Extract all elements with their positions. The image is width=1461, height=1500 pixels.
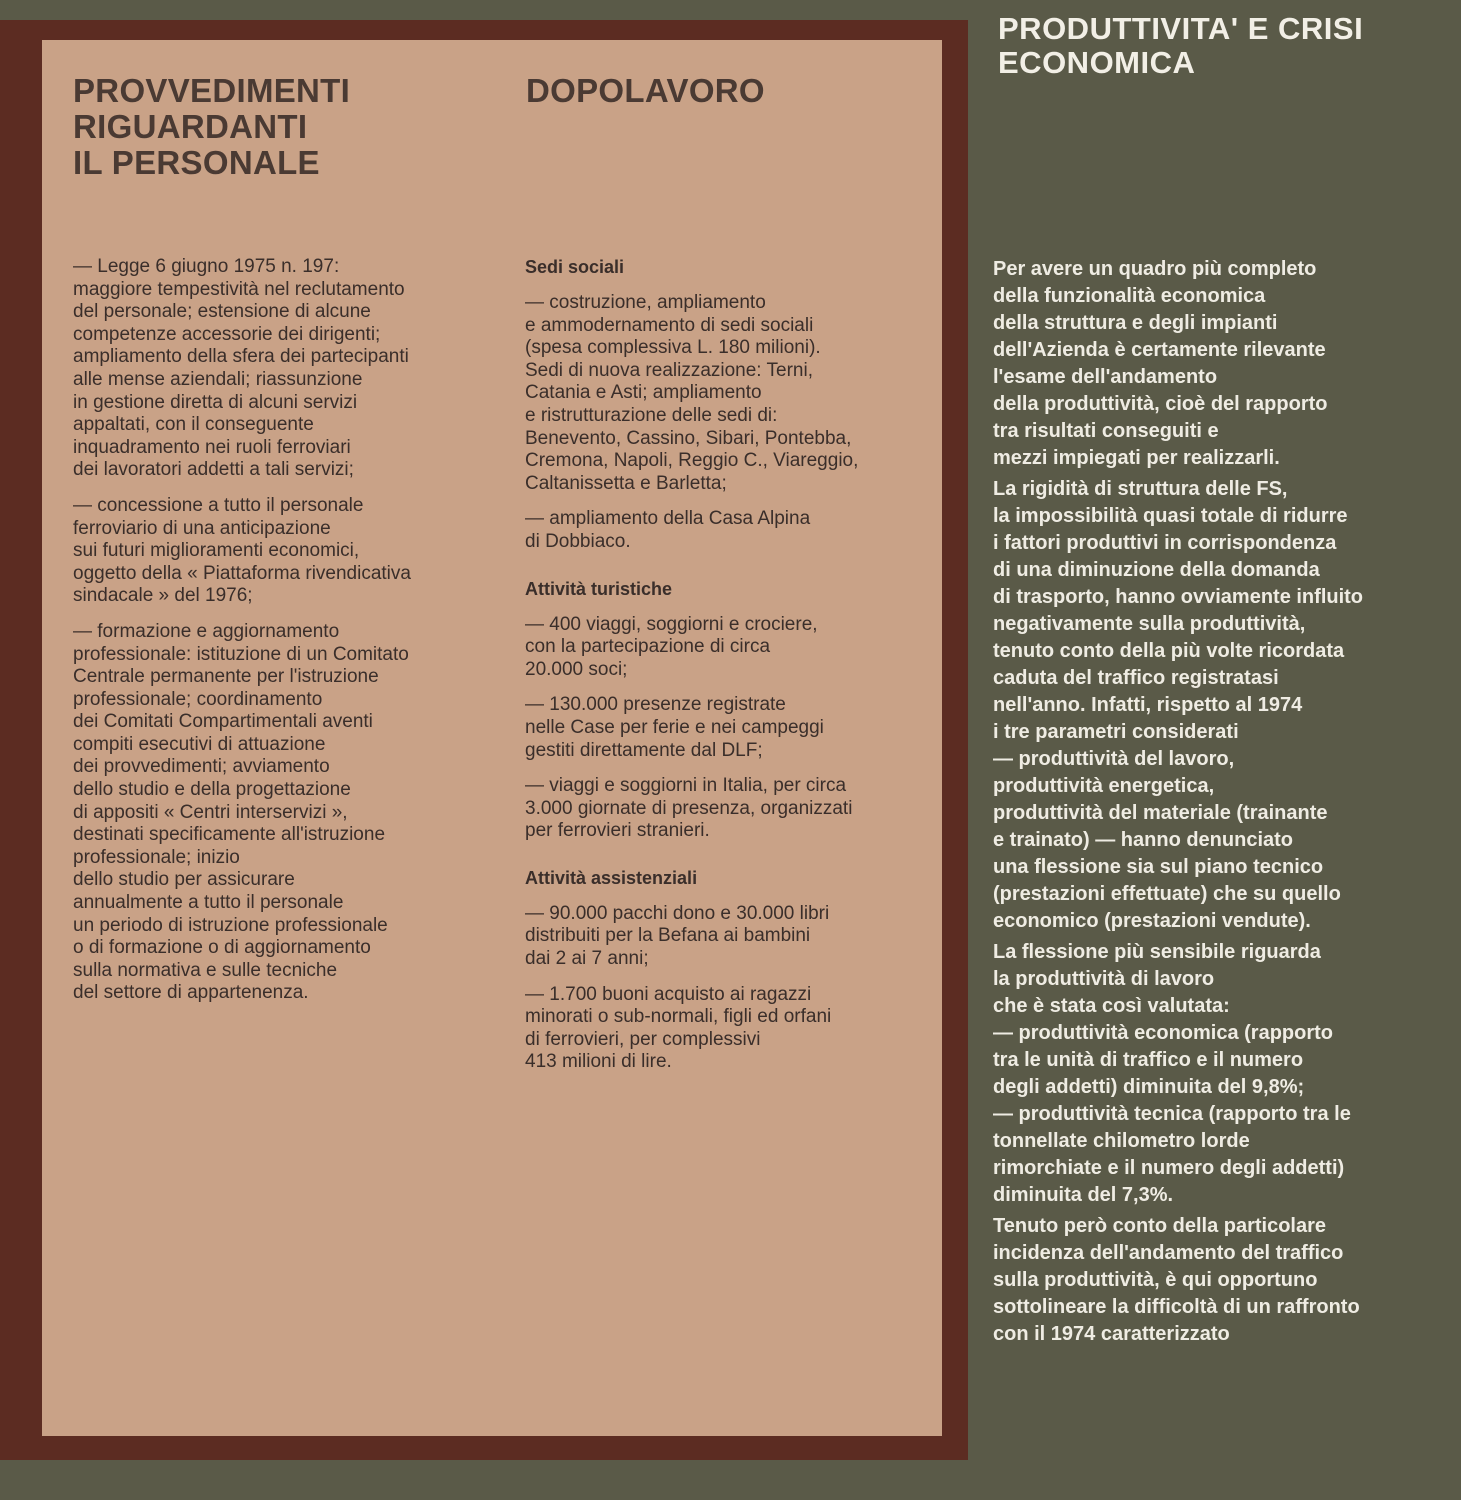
column-produttivita — [993, 256, 1453, 1352]
paragraph-buoni-acquisto: — 1.700 buoni acquisto ai ragazzi minorati o sub-normali, figli ed orfani di ferrovieri, per complessivi 413 milioni di lire. — [525, 983, 832, 1073]
column-provvedimenti — [73, 256, 493, 1018]
paragraph-concessione: — concessione a tutto il personale ferroviario di una anticipazione sui futuri miglioramenti economici, oggetto della « Piattaforma rivendicativa sindacale » del 1976; — [73, 494, 411, 607]
paragraph-soggiorni-italia: — viaggi e soggiorni in Italia, per circa 3.000 giornate di presenza, organizzati per ferrovieri stranieri. — [525, 775, 853, 842]
paragraph-legge: — Legge 6 giugno 1975 n. 197: maggiore tempestività nel reclutamento del personale; estensione di alcune competenze accessorie dei dirigenti; ampliamento della sfera dei partecipanti alle mense aziendali; riassunzione in gestione diretta di alcuni servizi appaltati, con il conseguente inquadramento nei ruoli ferroviari dei lavoratori addetti a tali servizi; — [73, 256, 409, 481]
heading-produttivita: PRODUTTIVITA' E CRISI ECONOMICA — [998, 11, 1364, 80]
section-title-attivita-assistenziali: Attività assistenziali — [525, 867, 698, 888]
paragraph-casa-alpina: — ampliamento della Casa Alpina di Dobbiaco. — [525, 508, 811, 552]
paragraph-rigidita: La rigidità di struttura delle FS, la impossibilità quasi totale di ridurre i fattori produttivi in corrispondenza di una diminuzione della domanda di trasporto, hanno ovviamente influito negativamente sulla produttività, tenuto conto della più volte ricordata caduta del traffico registratasi nell'anno. Infatti, rispetto al 1974 i tre parametri considerati — produttività del lavoro, produttività energetica, produttività del materiale (trainante e trainato) — hanno denunciato una flessione sia sul piano tecnico (prestazioni effettuate) che su quello economico (prestazioni vendute). — [993, 478, 1364, 932]
heading-provvedimenti: PROVVEDIMENTI RIGUARDANTI IL PERSONALE — [73, 72, 351, 181]
section-title-attivita-turistiche: Attività turistiche — [525, 578, 673, 599]
paragraph-presenze: — 130.000 presenze registrate nelle Case per ferie e nei campeggi gestiti direttamente dal DLF; — [525, 694, 824, 761]
paragraph-viaggi: — 400 viaggi, soggiorni e crociere, con la partecipazione di circa 20.000 soci; — [525, 613, 818, 680]
section-title-sedi-sociali: Sedi sociali — [525, 257, 625, 277]
paragraph-tenuto-conto: Tenuto però conto della particolare incidenza dell'andamento del traffico sulla produttività, è qui opportuno sottolineare la difficoltà di un raffronto con il 1974 caratterizzato — [993, 1215, 1360, 1345]
paragraph-flessione: La flessione più sensibile riguarda la produttività di lavoro che è stata così valutata: — produttività economica (rapporto tra le unità di traffico e il numero degli addetti) diminuita del 9,8%; — produttività tecnica (rapporto tra le tonnellate chilometro lorde rimorchiate e il numero degli addetti) diminuita del 7,3%. — [993, 941, 1351, 1206]
paragraph-pacchi-dono: — 90.000 pacchi dono e 30.000 libri distribuiti per la Befana ai bambini dai 2 ai 7 anni; — [525, 902, 830, 970]
heading-dopolavoro: DOPOLAVORO — [526, 72, 765, 109]
column-dopolavoro — [525, 256, 945, 1087]
paragraph-formazione: — formazione e aggiornamento professionale: istituzione di un Comitato Centrale permanente per l'istruzione professionale; coordinamento dei Comitati Compartimentali aventi compiti esecutivi di attuazione dei provvedimenti; avviamento dello studio e della progettazione di appositi « Centri interservizi », destinati specificamente all'istruzione professionale; inizio dello studio per assicurare annualmente a tutto il personale un periodo di istruzione professionale o di formazione o di aggiornamento sulla normativa e sulle tecniche del settore di appartenenza. — [73, 620, 409, 1004]
paragraph-sedi-costruzione: — costruzione, ampliamento e ammodernamento di sedi sociali (spesa complessiva L. 180 milioni). Sedi di nuova realizzazione: Terni, Catania e Asti; ampliamento e ristrutturazione delle sedi di: Benevento, Cassino, Sibari, Pontebba, Cremona, Napoli, Reggio C., Viareggio, Caltanissetta e Barletta; — [525, 292, 859, 494]
paragraph-quadro: Per avere un quadro più completo della funzionalità economica della struttura e degli impianti dell'Azienda è certamente rilevante l'esame dell'andamento della produttività, cioè del rapporto tra risultati conseguiti e mezzi impiegati per realizzarli. — [993, 258, 1328, 469]
